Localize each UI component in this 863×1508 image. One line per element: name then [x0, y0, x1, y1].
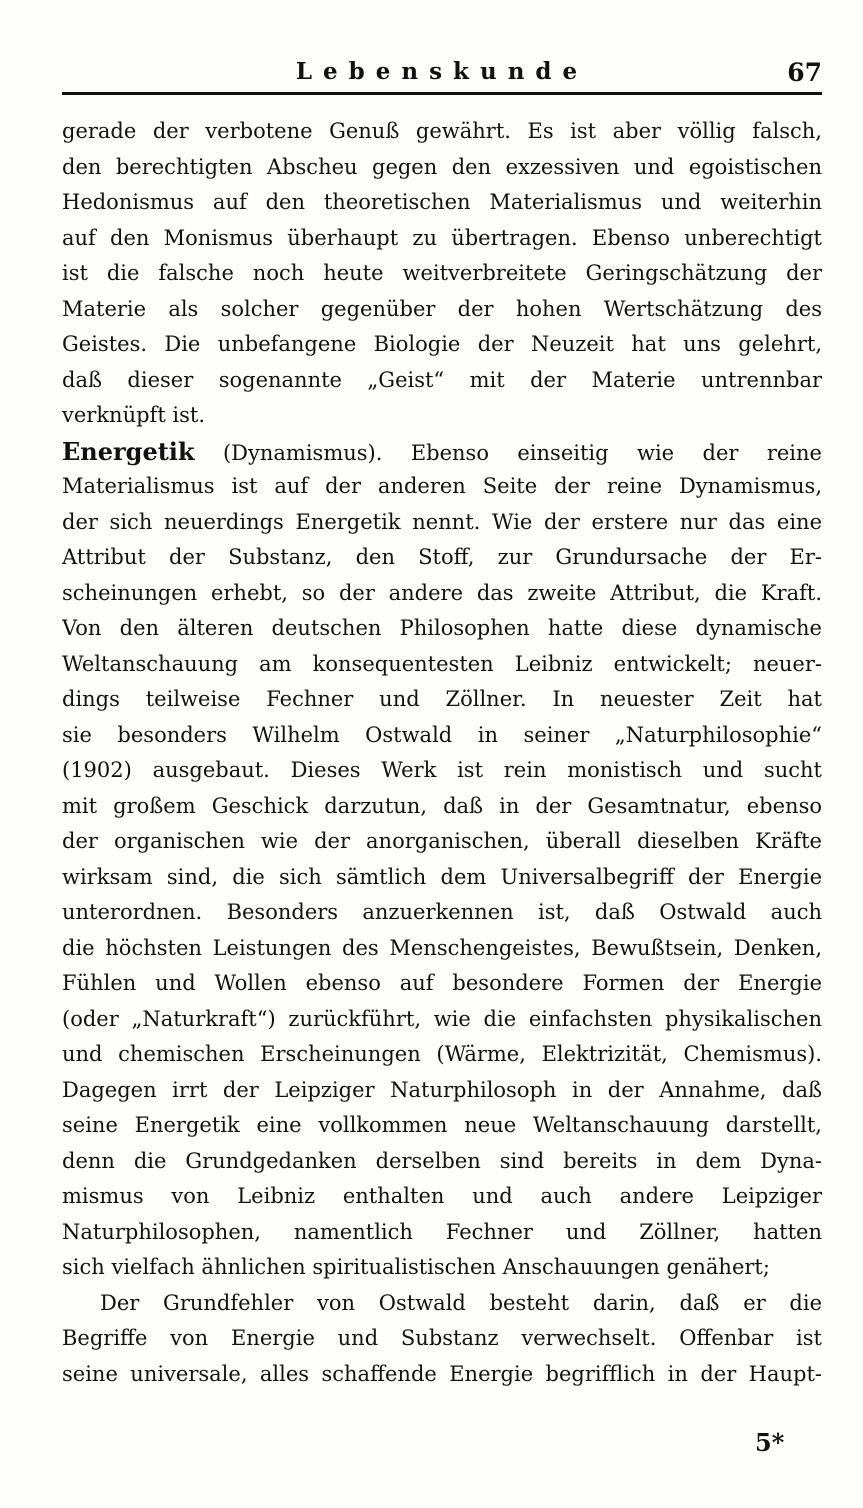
text-line: denn die Grundgedanken derselben sind bereits in dem Dyna- [62, 1148, 822, 1173]
running-title: Lebenskunde [295, 58, 589, 85]
text-line: seine Energetik eine vollkommen neue Weltanschauung darstellt, [62, 1113, 822, 1137]
running-head [62, 58, 822, 92]
text-line: (oder „Naturkraft“) zurückführt, wie die einfachsten physikalischen [62, 1006, 822, 1031]
paragraph-2 [62, 434, 822, 1286]
text-line: Von den älteren deutschen Philosophen hatte diese dynamische [62, 616, 822, 640]
text-line: Geistes. Die unbefangene Biologie der Neuzeit hat uns gelehrt, [62, 332, 822, 356]
text-line: (1902) ausgebaut. Dieses Werk ist rein monistisch und sucht [62, 758, 822, 782]
text-line: Attribut der Substanz, den Stoff, zur Grundursache der Er- [62, 545, 822, 569]
body-text [62, 114, 822, 1392]
text-line: der organischen wie der anorganischen, überall dieselben Kräfte [62, 829, 822, 853]
text-line: Materialismus ist auf der anderen Seite der reine Dynamismus, [62, 474, 822, 498]
text-line: Weltanschauung am konsequentesten Leibniz entwickelt; neuer- [62, 651, 822, 676]
text-line: mit großem Geschick darzutun, daß in der Gesamtnatur, ebenso [62, 793, 822, 818]
text-line: wirksam sind, die sich sämtlich dem Universalbegriff der Energie [62, 864, 822, 889]
text-line: daß dieser sogenannte „Geist“ mit der Materie untrennbar [62, 367, 822, 392]
text-line: verknüpft ist. [62, 403, 206, 427]
text-line: Fühlen und Wollen ebenso auf besondere Formen der Energie [62, 971, 822, 995]
text-line: Der Grundfehler von Ostwald besteht darin, daß er die [100, 1290, 822, 1315]
text-line: scheinungen erhebt, so der andere das zweite Attribut, die Kraft. [62, 580, 822, 605]
header-rule [62, 92, 822, 95]
signature-mark: 5* [755, 1428, 785, 1457]
text-line: Materie als solcher gegenüber der hohen Wertschätzung des [62, 296, 822, 321]
text-line: sie besonders Wilhelm Ostwald in seiner „Naturphilosophie“ [62, 722, 822, 747]
text-line: Hedonismus auf den theoretischen Materialismus und weiterhin [62, 190, 822, 214]
text-line: gerade der verbotene Genuß gewährt. Es ist aber völlig falsch, [62, 119, 822, 143]
text-line: den berechtigten Abscheu gegen den exzessiven und egoistischen [62, 154, 822, 179]
page-number: 67 [787, 58, 822, 87]
paragraph-3 [62, 1286, 822, 1393]
text-line: die höchsten Leistungen des Menschengeistes, Bewußtsein, Denken, [62, 935, 822, 960]
text-line-with-heading [62, 434, 822, 470]
text-line: auf den Monismus überhaupt zu übertragen. Ebenso unberechtigt [62, 225, 822, 250]
text-line: ist die falsche noch heute weitverbreitete Geringschätzung der [62, 261, 822, 285]
text-line: Begriffe von Energie und Substanz verwechselt. Offenbar ist [62, 1326, 822, 1350]
text-line: sich vielfach ähnlichen spiritualistischen Anschauungen genähert; [62, 1255, 770, 1279]
text-line: dings teilweise Fechner und Zöllner. In neuester Zeit hat [62, 687, 822, 711]
text-line: mismus von Leibniz enthalten und auch andere Leipziger [62, 1184, 822, 1208]
paragraph-1 [62, 114, 822, 434]
heading-line-rest: (Dynamismus). Ebenso einseitig wie der reine [222, 440, 822, 465]
text-line: Dagegen irrt der Leipziger Naturphilosoph in der Annahme, daß [62, 1077, 822, 1102]
text-line: und chemischen Erscheinungen (Wärme, Elektrizität, Chemismus). [62, 1042, 822, 1066]
text-line: der sich neuerdings Energetik nennt. Wie der erstere nur das eine [62, 509, 822, 534]
section-heading: Energetik [62, 436, 195, 466]
text-line: Naturphilosophen, namentlich Fechner und Zöllner, hatten [62, 1219, 822, 1244]
text-line: seine universale, alles schaffende Energie begrifflich in der Haupt- [62, 1361, 822, 1386]
text-line: unterordnen. Besonders anzuerkennen ist, daß Ostwald auch [62, 900, 822, 924]
